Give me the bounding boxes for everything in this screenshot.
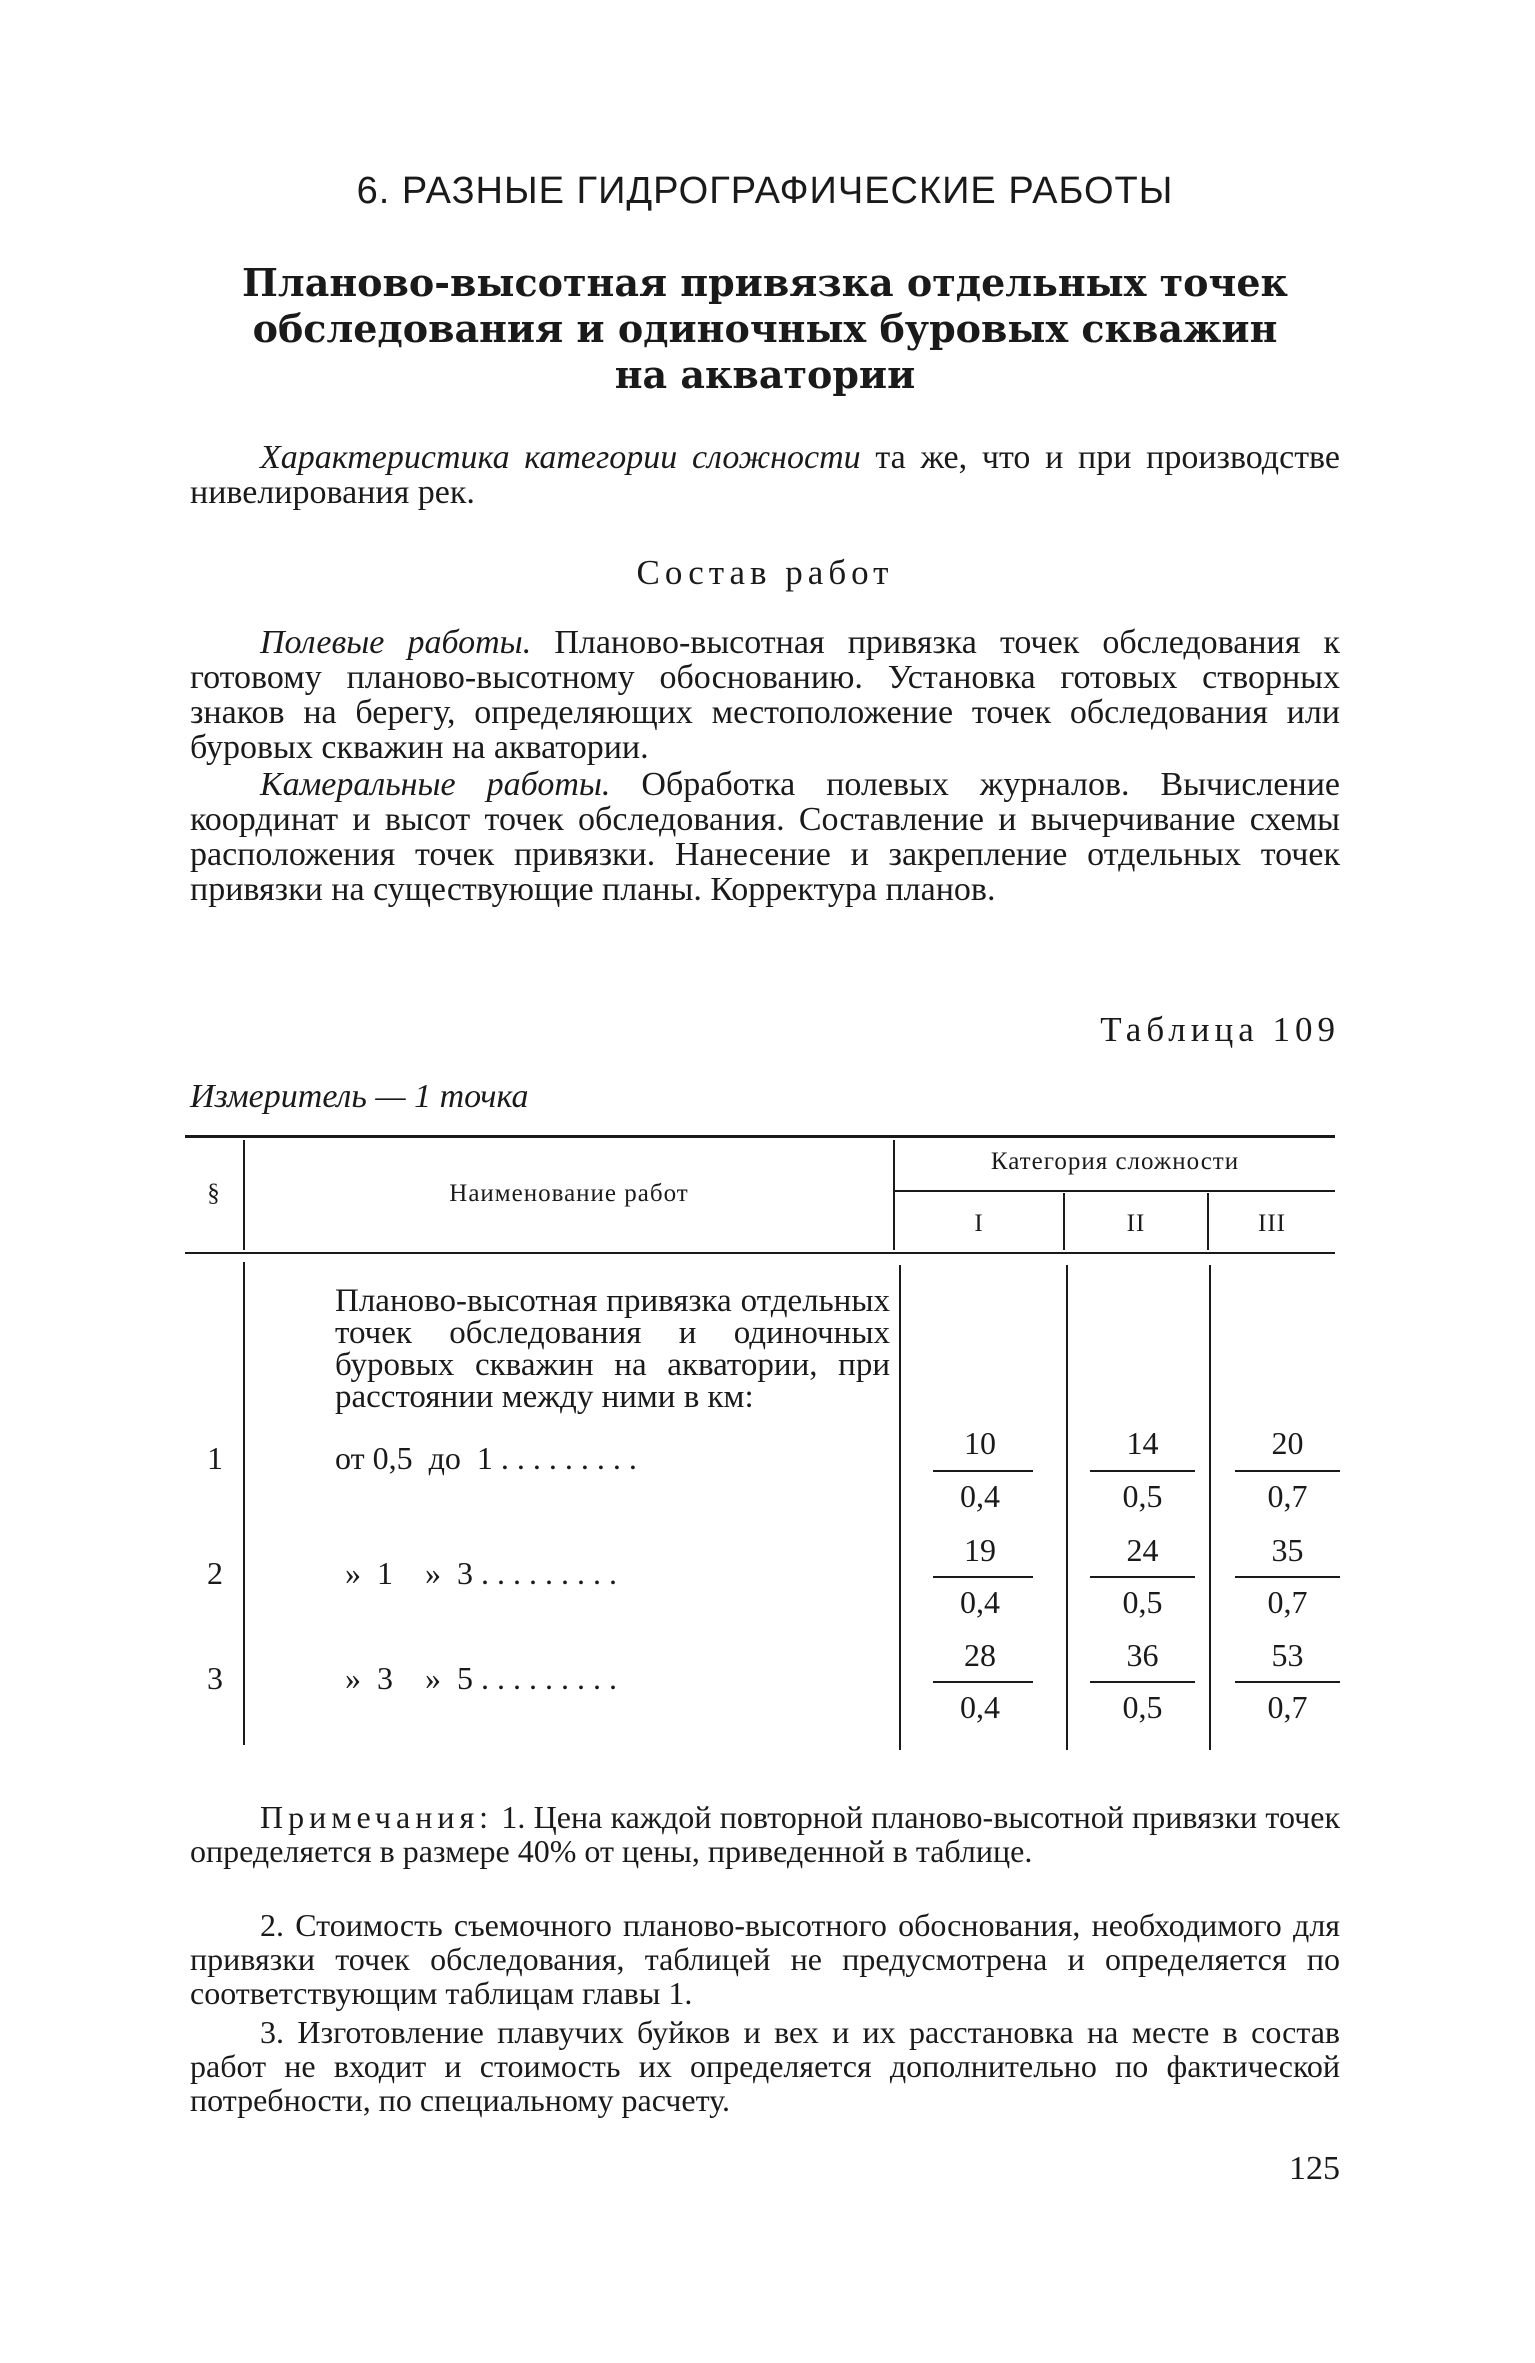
main-title-line-3: на акватории — [614, 352, 916, 397]
section-title: 6. РАЗНЫЕ ГИДРОГРАФИЧЕСКИЕ РАБОТЫ — [356, 170, 1174, 212]
header-category-2: II — [1126, 1210, 1146, 1237]
row-1-label: от 0,5 до 1 . . . . . . . . . — [335, 1440, 637, 1476]
row-3-cat2-fraction-bar — [1090, 1681, 1195, 1683]
row-1-cat3-fraction-bar — [1235, 1470, 1340, 1472]
row-2-cat3-price: 35 — [1271, 1532, 1304, 1568]
row-1-cat2-price: 14 — [1126, 1425, 1159, 1461]
page-number: 125 — [1289, 2150, 1340, 2187]
note-1-text: 1. Цена каждой повторной планово-высотной привязки точек определяется в размере 40% от цены, приведенной в таблице. — [190, 1799, 1340, 1869]
office-works-italic: Камеральные работы. — [260, 766, 611, 803]
header-category-rule — [895, 1190, 1335, 1192]
main-title-line-1: Планово-высотная привязка отдельных точек — [242, 260, 1288, 305]
row-3-cat1-rate: 0,4 — [960, 1689, 1000, 1725]
note-2: 2. Стоимость съемочного планово-высотного обоснования, необходимого для привязки точек обследования, таблицей не предусмотрена и определяется по соответствующим таблицам главы 1. — [190, 1907, 1340, 2011]
composition-heading: Состав работ — [636, 553, 894, 592]
body-divider-2 — [899, 1265, 901, 1750]
row-1-cat1-fraction-bar — [933, 1470, 1033, 1472]
main-title-line-2: обследования и одиночных буровых скважин — [252, 306, 1278, 351]
row-1-number: 1 — [207, 1440, 223, 1476]
note-1 — [190, 1800, 1340, 1868]
row-2-cat2-rate: 0,5 — [1122, 1584, 1163, 1620]
field-works-italic: Полевые работы. — [260, 624, 532, 661]
row-3-cat3-fraction-bar — [1235, 1681, 1340, 1683]
table-label: Таблица 109 — [1100, 1010, 1340, 1049]
row-2-cat1-price: 19 — [964, 1532, 996, 1568]
row-1-cat1-rate: 0,4 — [960, 1478, 1000, 1514]
row-1-cat2-fraction-bar — [1090, 1470, 1195, 1472]
row-1-cat2-rate: 0,5 — [1122, 1478, 1163, 1514]
row-1-cat1-price: 10 — [964, 1425, 996, 1461]
field-works-text: Планово-высотная привязка точек обследования к готовому планово-высотному обоснованию. Установка готовых створных знаков на берегу, определяющих местоположение точек обследования или буровых скважин на акватории. — [190, 624, 1341, 766]
row-2-cat1-rate: 0,4 — [960, 1584, 1000, 1620]
body-divider-3 — [1066, 1265, 1068, 1750]
row-2-label: » 1 » 3 . . . . . . . . . — [345, 1555, 617, 1591]
row-2-number: 2 — [207, 1555, 223, 1591]
body-divider-1 — [243, 1262, 245, 1745]
row-2-cat3-fraction-bar — [1235, 1576, 1340, 1578]
header-category-1: I — [974, 1210, 984, 1237]
main-title — [190, 260, 1340, 398]
row-3-cat2-price: 36 — [1126, 1637, 1159, 1673]
row-2-cat3-rate: 0,7 — [1267, 1584, 1308, 1620]
row-3-cat1-fraction-bar — [933, 1681, 1033, 1683]
table-top-rule — [185, 1135, 1335, 1138]
row-2-cat1-fraction-bar — [933, 1576, 1033, 1578]
row-1-cat3-rate: 0,7 — [1267, 1478, 1308, 1514]
intro-paragraph — [190, 440, 1340, 510]
row-3-number: 3 — [207, 1660, 223, 1696]
header-category-group: Категория сложности — [990, 1148, 1240, 1175]
row-3-cat3-price: 53 — [1271, 1637, 1304, 1673]
header-category-3: III — [1258, 1210, 1286, 1237]
body-divider-4 — [1209, 1265, 1211, 1750]
row-3-cat2-rate: 0,5 — [1122, 1689, 1163, 1725]
header-bottom-rule — [185, 1252, 1335, 1254]
header-name: Наименование работ — [449, 1180, 689, 1207]
row-3-label: » 3 » 5 . . . . . . . . . — [345, 1660, 617, 1696]
note-3: 3. Изготовление плавучих буйков и вех и их расстановка на месте в состав работ не входит и стоимость их определяется дополнительно по фактической потребности, по специальному расчету. — [190, 2014, 1340, 2118]
office-works-text: Обработка полевых журналов. Вычисление координат и высот точек обследования. Составление и вычерчивание схемы расположения точек привязки. Нанесение и закрепление отдельных точек привязки на существующие планы. Корректура планов. — [190, 766, 1340, 908]
row-3-cat1-price: 28 — [964, 1637, 996, 1673]
office-works-paragraph — [190, 767, 1340, 907]
intro-text: та же, что и при производстве нивелирования рек. — [190, 439, 1340, 511]
notes-lead: Примечания: — [260, 1799, 494, 1835]
field-works-paragraph — [190, 625, 1340, 765]
row-2-cat2-fraction-bar — [1090, 1576, 1195, 1578]
row-3-cat3-rate: 0,7 — [1267, 1689, 1308, 1725]
table-description: Планово-высотная привязка отдельных точек обследования и одиночных буровых скважин на акватории, при расстоянии между ними в км: — [335, 1283, 890, 1415]
row-1-cat3-price: 20 — [1271, 1425, 1304, 1461]
row-2-cat2-price: 24 — [1126, 1532, 1159, 1568]
meter-label: Измеритель — 1 точка — [190, 1078, 529, 1115]
intro-italic: Характеристика категории сложности — [260, 439, 861, 476]
header-section: § — [207, 1180, 221, 1207]
